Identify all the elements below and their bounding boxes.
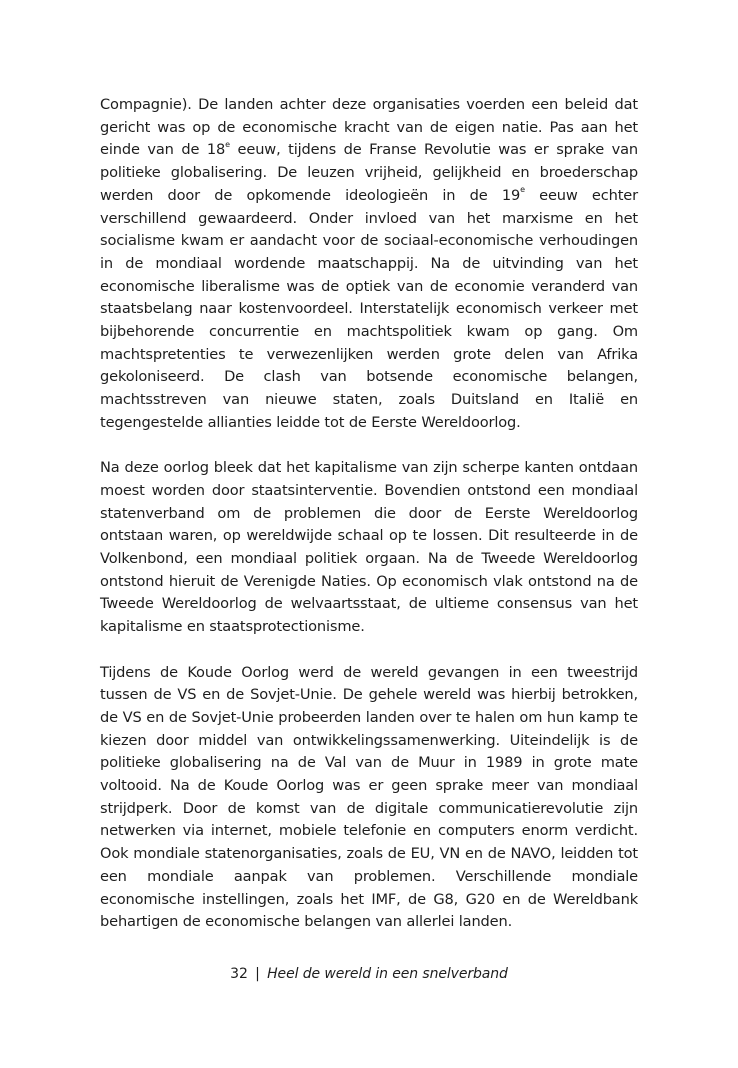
paragraph-3: Tijdens de Koude Oorlog werd de wereld gevangen in een tweestrijd tussen de VS en de Sovjet-Unie. De gehele wereld was hierbij betrokken, de VS en de Sovjet-Unie probeerden landen over te halen om hun kamp te kiezen door middel van ontwikkelingssamenwerking. Uiteindelijk is de politieke globalisering na de Val van de Muur in 1989 in grote mate voltooid. Na de Koude Oorlog was er geen sprake meer van mondiaal strijdperk. Door de komst van de digitale communicatierevolutie zijn netwerken via internet, mobiele telefonie en computers enorm verdicht. Ook mondiale statenorganisaties, zoals de EU, VN en de NAVO, leidden tot een mondiale aanpak van problemen. Verschillende mondiale economische instellingen, zoals het IMF, de G8, G20 en de Wereldbank behartigen de economische belangen van allerlei landen. bbox=[100, 663, 638, 931]
footer-separator: | bbox=[255, 966, 260, 982]
page-footer bbox=[0, 966, 738, 982]
paragraph-1-part-1: Compagnie). De landen achter deze organisaties voerden een beleid dat gericht was op de economische kracht van de eigen natie. Pas aan het einde van de 18 bbox=[100, 96, 638, 159]
paragraph-1 bbox=[100, 94, 638, 435]
paragraph-1-part-3: eeuw echter verschillend gewaardeerd. Onder invloed van het marxisme en het socialisme kwam er aandacht voor de sociaal-economische verhoudingen in de mondiaal wordende maatschappij. Na de uitvinding van het economische liberalisme was de optiek van de economie veranderd van staatsbelang naar kostenvoordeel. Interstatelijk economisch verkeer met bijbehorende concurrentie en machtspolitiek kwam op gang. Om machtspretenties te verwezenlijken werden grote delen van Afrika gekoloniseerd. De clash van botsende economische belangen, machtsstreven van nieuwe staten, zoals Duitsland en Italië en tegengestelde allianties leidde tot de Eerste Wereldoorlog. bbox=[100, 186, 638, 431]
page-number: 32 bbox=[230, 966, 248, 982]
paragraph-2: Na deze oorlog bleek dat het kapitalisme van zijn scherpe kanten ontdaan moest worden door staatsinterventie. Bovendien ontstond een mondiaal statenverband om de problemen die door de Eerste Wereldoorlog ontstaan waren, op wereldwijde schaal op te lossen. Dit resulteerde in de Volkenbond, een mondiaal politiek orgaan. Na de Tweede Wereldoorlog ontstond hieruit de Verenigde Naties. Op economisch vlak ontstond na de Tweede Wereldoorlog de welvaartsstaat, de ultieme consensus van het kapitalisme en staatsprotectionisme. bbox=[100, 459, 638, 636]
book-title: Heel de wereld in een snelverband bbox=[267, 966, 508, 982]
paragraph-1-part-2: eeuw, tijdens de Franse Revolutie was er sprake van politieke globalisering. De leuzen vrijheid, gelijkheid en broederschap werden door de opkomende ideologieën in de 19 bbox=[100, 141, 638, 204]
superscript-e-1: e bbox=[225, 139, 230, 149]
body-text bbox=[100, 94, 638, 934]
superscript-e-2: e bbox=[520, 185, 525, 195]
